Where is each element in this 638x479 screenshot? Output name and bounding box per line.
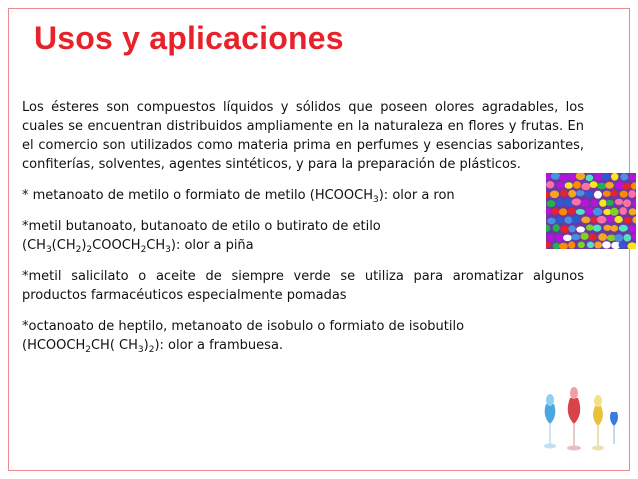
- candy-piece: [593, 208, 602, 216]
- bottle-blue: [544, 394, 556, 449]
- candy-piece: [619, 207, 627, 215]
- candy-piece: [622, 183, 631, 190]
- candy-piece: [594, 242, 602, 249]
- candy-piece: [587, 242, 594, 248]
- candy-piece: [551, 208, 559, 215]
- item1-sub: 3: [373, 195, 379, 205]
- slide-title: Usos y aplicaciones: [34, 20, 344, 56]
- candy-piece: [553, 224, 560, 232]
- candy-piece: [547, 234, 555, 241]
- candy-piece: [628, 190, 635, 198]
- candy-piece: [602, 241, 611, 248]
- item-octanoato-heptilo: [22, 317, 584, 355]
- candy-picture: [546, 173, 636, 249]
- bottle-red: [567, 387, 581, 451]
- candy-piece: [594, 191, 602, 199]
- slide-body: [22, 98, 584, 355]
- item2-s1: 3: [45, 245, 52, 255]
- candy-piece: [559, 208, 567, 215]
- candy-piece: [573, 181, 581, 189]
- item-metil-salicilato: *metil salicilato o aceite de siempre verde se utiliza para aromatizar algunos productos farmacéuticos especialmente pomadas: [22, 269, 584, 303]
- item4-s3: 2: [148, 345, 155, 355]
- candy-piece: [623, 199, 631, 207]
- candy-piece: [580, 200, 589, 207]
- candy-piece: [564, 217, 572, 224]
- item2-f2: (CH: [51, 238, 76, 253]
- candy-image: [546, 173, 636, 249]
- candy-piece: [568, 225, 575, 232]
- candy-piece: [556, 234, 563, 241]
- candy-piece: [586, 225, 594, 231]
- item2-f3: ): [81, 238, 87, 253]
- candy-piece: [597, 216, 607, 224]
- candy-piece: [606, 216, 614, 222]
- item4-f1: (HCOOCH: [22, 338, 86, 353]
- candy-piece: [619, 242, 627, 249]
- candy-piece: [556, 199, 564, 206]
- item1-tail: ): olor a ron: [378, 188, 455, 203]
- candy-piece: [614, 216, 622, 223]
- candy-piece: [550, 191, 559, 199]
- candy-piece: [565, 182, 573, 189]
- candy-piece: [619, 225, 628, 232]
- item2-f1: (CH: [22, 238, 46, 253]
- candy-piece: [547, 200, 556, 207]
- candy-piece: [581, 183, 590, 190]
- item4-s2: 3: [137, 345, 144, 355]
- candy-piece: [606, 200, 614, 206]
- perfume-bottles-image: [540, 382, 620, 458]
- candy-piece: [578, 242, 585, 248]
- item-metanoato-metilo: [22, 186, 584, 205]
- candy-piece: [603, 225, 611, 231]
- item2-s3: 2: [86, 245, 93, 255]
- item2-tail: ): olor a piña: [170, 238, 254, 253]
- candy-piece: [615, 199, 623, 205]
- candy-piece: [603, 191, 611, 197]
- candy-piece: [572, 215, 580, 223]
- candy-piece: [572, 198, 582, 205]
- candy-piece: [590, 181, 598, 188]
- item2-f4: COOCH: [92, 238, 141, 253]
- candy-piece: [629, 174, 636, 180]
- candy-piece: [560, 190, 568, 197]
- candy-piece: [624, 234, 632, 242]
- candy-piece: [568, 190, 576, 198]
- item2-s4: 2: [140, 245, 147, 255]
- bottle-blue-small: [610, 412, 618, 444]
- candy-piece: [576, 209, 585, 215]
- candy-piece: [546, 181, 554, 188]
- candy-piece: [581, 217, 590, 224]
- candy-piece: [585, 191, 593, 197]
- item4-tail: ): olor a frambuesa.: [154, 338, 284, 353]
- candy-piece: [576, 226, 585, 232]
- perfume-bottles-picture: [540, 382, 620, 458]
- candy-piece: [586, 175, 594, 182]
- candy-piece: [547, 218, 556, 225]
- candy-piece: [593, 225, 601, 232]
- candy-piece: [611, 225, 618, 232]
- item4-line1: *octanoato de heptilo, metanoato de isobulo o formiato de isobutilo: [22, 319, 465, 334]
- item2-s2: 2: [75, 245, 82, 255]
- item4-s1: 2: [85, 345, 91, 355]
- candy-piece: [624, 217, 632, 223]
- candy-piece: [611, 173, 618, 181]
- candy-piece: [610, 208, 619, 216]
- item4-f3: ): [143, 338, 149, 353]
- candy-piece: [571, 234, 580, 240]
- candy-piece: [614, 234, 623, 242]
- item4-f2: CH( CH: [90, 338, 138, 353]
- candy-piece: [591, 200, 598, 207]
- candy-piece: [598, 233, 607, 241]
- bottle-yellow: [592, 395, 604, 451]
- candy-piece: [610, 190, 618, 197]
- intro-paragraph: Los ésteres son compuestos líquidos y sólidos que poseen olores agradables, los cuales se encuentran distribuidos ampliamente en la naturaleza en flores y frutas. En el comercio son utilizados como materia prima en perfumes y esencias saborizantes, confiterías, solventes, agentes sintéticos, y para la preparación de plásticos.: [22, 100, 584, 172]
- candy-piece: [585, 207, 593, 214]
- candy-piece: [576, 190, 585, 196]
- candy-piece: [599, 199, 607, 206]
- candy-piece: [605, 182, 614, 189]
- candy-piece: [568, 208, 576, 215]
- item1-lead: * metanoato de metilo o formiato de metilo (HCOOCH: [22, 188, 373, 203]
- candy-piece: [568, 174, 576, 181]
- candy-piece: [556, 182, 564, 189]
- item-metil-butanoato: [22, 217, 584, 255]
- item2-f5: CH: [146, 238, 166, 253]
- candy-piece: [620, 173, 628, 180]
- item2-s5: 3: [165, 245, 171, 255]
- candy-piece: [559, 175, 568, 181]
- item2-line1: *metil butanoato, butanoato de etilo o butirato de etilo: [22, 219, 381, 234]
- candy-piece: [620, 191, 628, 198]
- candy-piece: [602, 174, 610, 180]
- candy-piece: [560, 225, 569, 233]
- candy-piece: [568, 241, 575, 248]
- candy-piece: [563, 235, 572, 241]
- candy-piece: [581, 233, 589, 240]
- candy-piece: [589, 234, 597, 241]
- candy-piece: [556, 217, 563, 224]
- candy-piece: [597, 183, 606, 190]
